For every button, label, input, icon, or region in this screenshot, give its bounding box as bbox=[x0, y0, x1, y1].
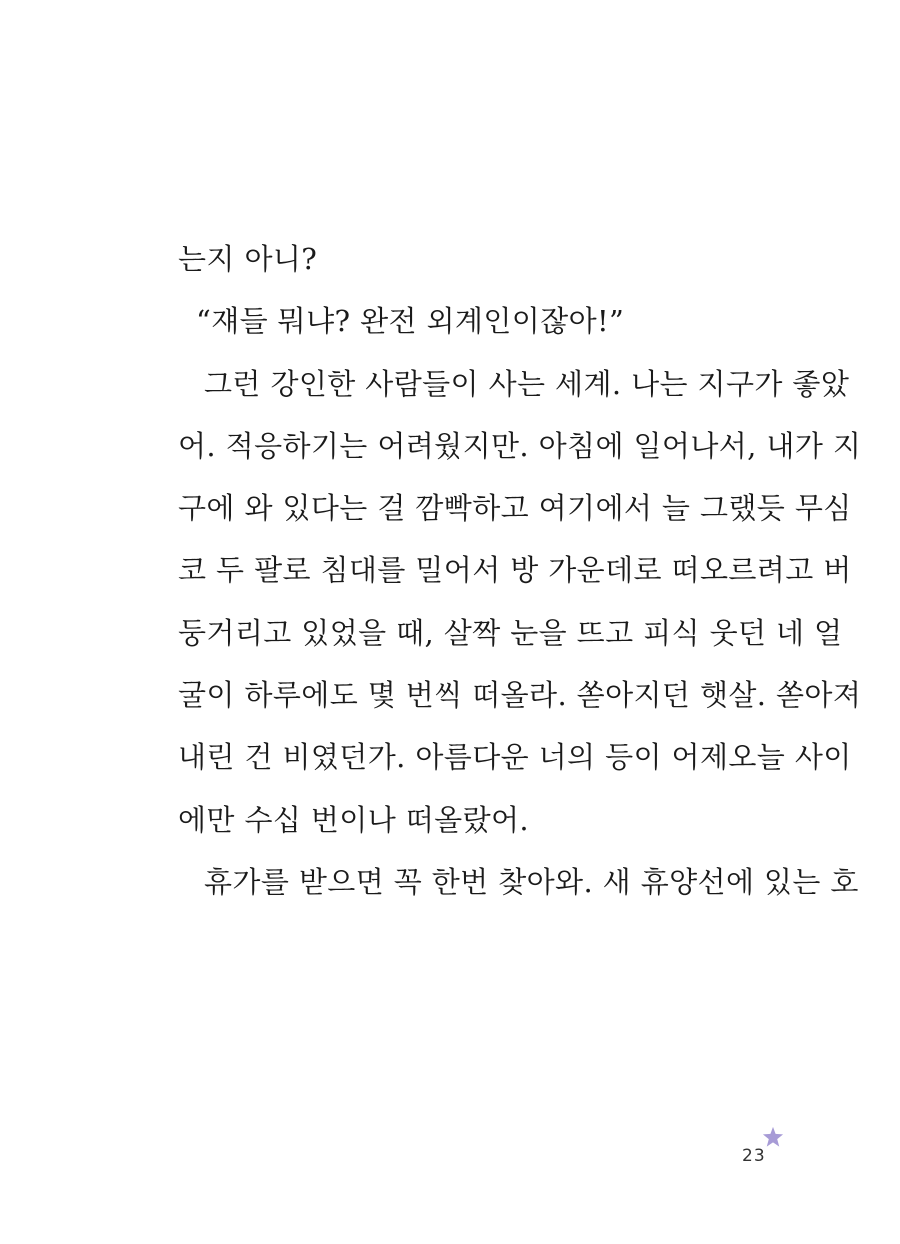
text-line-7: 둥거리고 있었을 때, 살짝 눈을 뜨고 피식 웃던 네 얼 bbox=[178, 615, 843, 650]
text-line-9: 내린 건 비였던가. 아름다운 너의 등이 어제오늘 사이 bbox=[178, 740, 852, 775]
text-line-10: 에만 수십 번이나 떠올랐어. bbox=[178, 802, 530, 837]
star-icon bbox=[762, 1126, 784, 1148]
text-line-2: “쟤들 뭐냐? 완전 외계인이잖아!” bbox=[196, 304, 625, 339]
text-line-8: 굴이 하루에도 몇 번씩 떠올라. 쏟아지던 햇살. 쏟아져 bbox=[178, 678, 862, 713]
page-number: 23 bbox=[742, 1146, 766, 1166]
body-text bbox=[178, 228, 862, 913]
text-line-6: 코 두 팔로 침대를 밀어서 방 가운데로 떠오르려고 버 bbox=[178, 553, 852, 588]
text-line-11: 휴가를 받으면 꼭 한번 찾아와. 새 휴양선에 있는 호 bbox=[204, 864, 859, 899]
text-line-4: 어. 적응하기는 어려웠지만. 아침에 일어나서, 내가 지 bbox=[178, 428, 862, 463]
text-line-1: 는지 아니? bbox=[178, 242, 318, 276]
text-line-5: 구에 와 있다는 걸 깜빡하고 여기에서 늘 그랬듯 무심 bbox=[178, 491, 852, 526]
text-line-3: 그런 강인한 사람들이 사는 세계. 나는 지구가 좋았 bbox=[204, 366, 850, 401]
